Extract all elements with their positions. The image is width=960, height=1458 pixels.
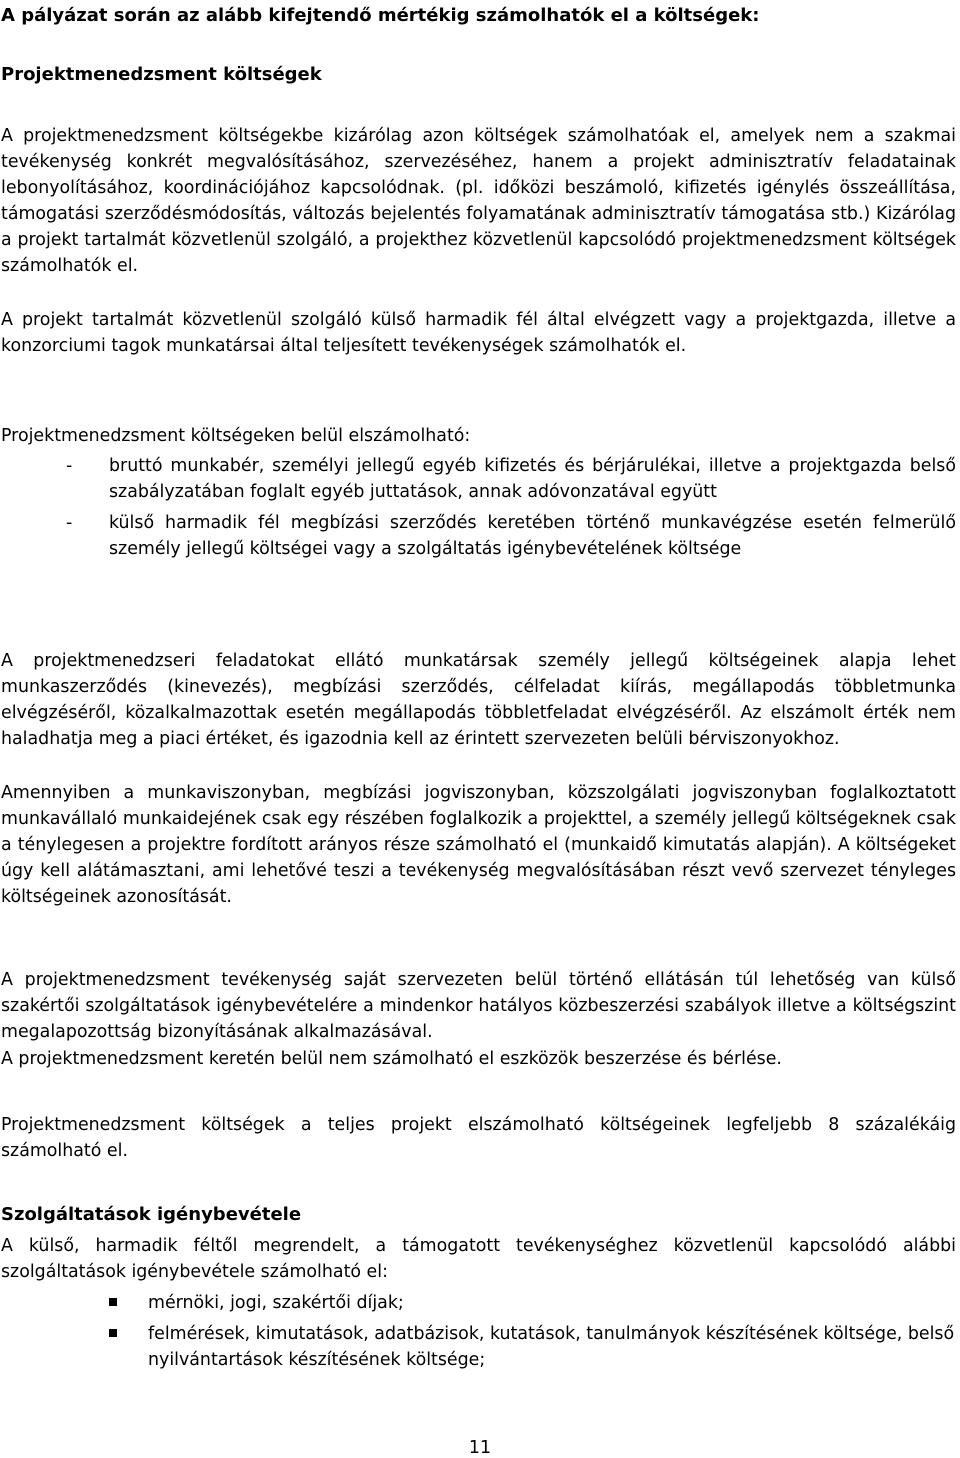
square-bullet-icon	[109, 1329, 117, 1337]
list-item	[1, 1321, 956, 1373]
paragraph-services-intro: A külső, harmadik féltől megrendelt, a támogatott tevékenységhez közvetlenül kapcsolódó alábbi szolgáltatások igénybevétele számolható el:	[1, 1236, 956, 1282]
list-item-text: bruttó munkabér, személyi jellegű egyéb kifizetés és bérjárulékai, illetve a projektgazda belső szabályzatában foglalt egyéb juttatások, annak adóvonzatával együtt	[109, 456, 956, 502]
main-heading: A pályázat során az alább kifejtendő mértékig számolhatók el a költségek:	[1, 5, 760, 26]
list-item-text: mérnöki, jogi, szakértői díjak;	[148, 1293, 404, 1313]
list-item	[1, 510, 956, 562]
services-list	[1, 1290, 956, 1378]
section-heading-szolgaltatasok: Szolgáltatások igénybevétele	[1, 1204, 302, 1225]
paragraph-external-experts: A projektmenedzsment tevékenység saját szervezeten belül történő ellátásán túl lehetőség van külső szakértői szolgáltatások igénybevételére a mindenkor hatályos közbeszerzési szabályok illetve a költségszint megalapozottság bizonyításának alkalmazásával.	[1, 970, 956, 1042]
paragraph-no-equipment: A projektmenedzsment keretén belül nem számolható el eszközök beszerzése és bérlése.	[1, 1049, 782, 1069]
list-item-text: felmérések, kimutatások, adatbázisok, kutatások, tanulmányok készítésének költsége, belső nyilvántartások készítésének költsége;	[148, 1324, 955, 1370]
paragraph-personnel-cost-basis: A projektmenedzseri feladatokat ellátó munkatársak személy jellegű költségeinek alapja lehet munkaszerződés (kinevezés), megbízási szerződés, célfeladat kiírás, megállapodás többletmunka elvégzéséről, közalkalmazottak esetén megállapodás többletfeladat elvégzéséről. Az elszámolt érték nem haladhatja meg a piaci értéket, és igazodnia kell az érintett szervezeten belüli bérviszonyokhoz.	[1, 651, 956, 749]
dash-marker: -	[66, 513, 73, 533]
paragraph-eight-percent-limit: Projektmenedzsment költségek a teljes projekt elszámolható költségeinek legfeljebb 8 százalékáig számolható el.	[1, 1115, 956, 1161]
eligible-costs-list	[1, 453, 956, 567]
dash-marker: -	[66, 456, 73, 476]
list-item-text: külső harmadik fél megbízási szerződés keretében történő munkavégzése esetén felmerülő személy jellegű költségei vagy a szolgáltatás igénybevételének költsége	[109, 513, 956, 559]
paragraph-eligible-intro: Projektmenedzsment költségeken belül elszámolható:	[1, 426, 471, 446]
list-item	[1, 453, 956, 505]
list-item	[1, 1290, 956, 1316]
paragraph-proportional-costs: Amennyiben a munkaviszonyban, megbízási jogviszonyban, közszolgálati jogviszonyban foglalkoztatott munkavállaló munkaidejének csak egy részében foglalkozik a projekttel, a személy jellegű költségeknek csak a ténylegesen a projektre fordított arányos része számolható el (munkaidő kimutatás alapján). A költségeket úgy kell alátámasztani, ami lehetővé teszi a tevékenység megvalósításában részt vevő szervezet tényleges költségeinek azonosítását.	[1, 783, 956, 907]
paragraph-pm-costs-definition: A projektmenedzsment költségekbe kizárólag azon költségek számolhatóak el, amelyek nem a szakmai tevékenység konkrét megvalósításához, szervezéséhez, hanem a projekt adminisztratív feladatainak lebonyolításához, koordinációjához kapcsolódnak. (pl. időközi beszámoló, kifizetés igénylés összeállítása, támogatási szerződésmódosítás, változás bejelentés folyamatának adminisztratív támogatása stb.) Kizárólag a projekt tartalmát közvetlenül szolgáló, a projekthez közvetlenül kapcsolódó projektmenedzsment költségek számolhatók el.	[1, 126, 956, 276]
page-number: 11	[468, 1438, 492, 1458]
paragraph-third-party-activities: A projekt tartalmát közvetlenül szolgáló külső harmadik fél által elvégzett vagy a projektgazda, illetve a konzorciumi tagok munkatársai által teljesített tevékenységek számolhatók el.	[1, 310, 956, 356]
section-heading-projektmenedzsment: Projektmenedzsment költségek	[1, 64, 322, 85]
square-bullet-icon	[109, 1298, 117, 1306]
